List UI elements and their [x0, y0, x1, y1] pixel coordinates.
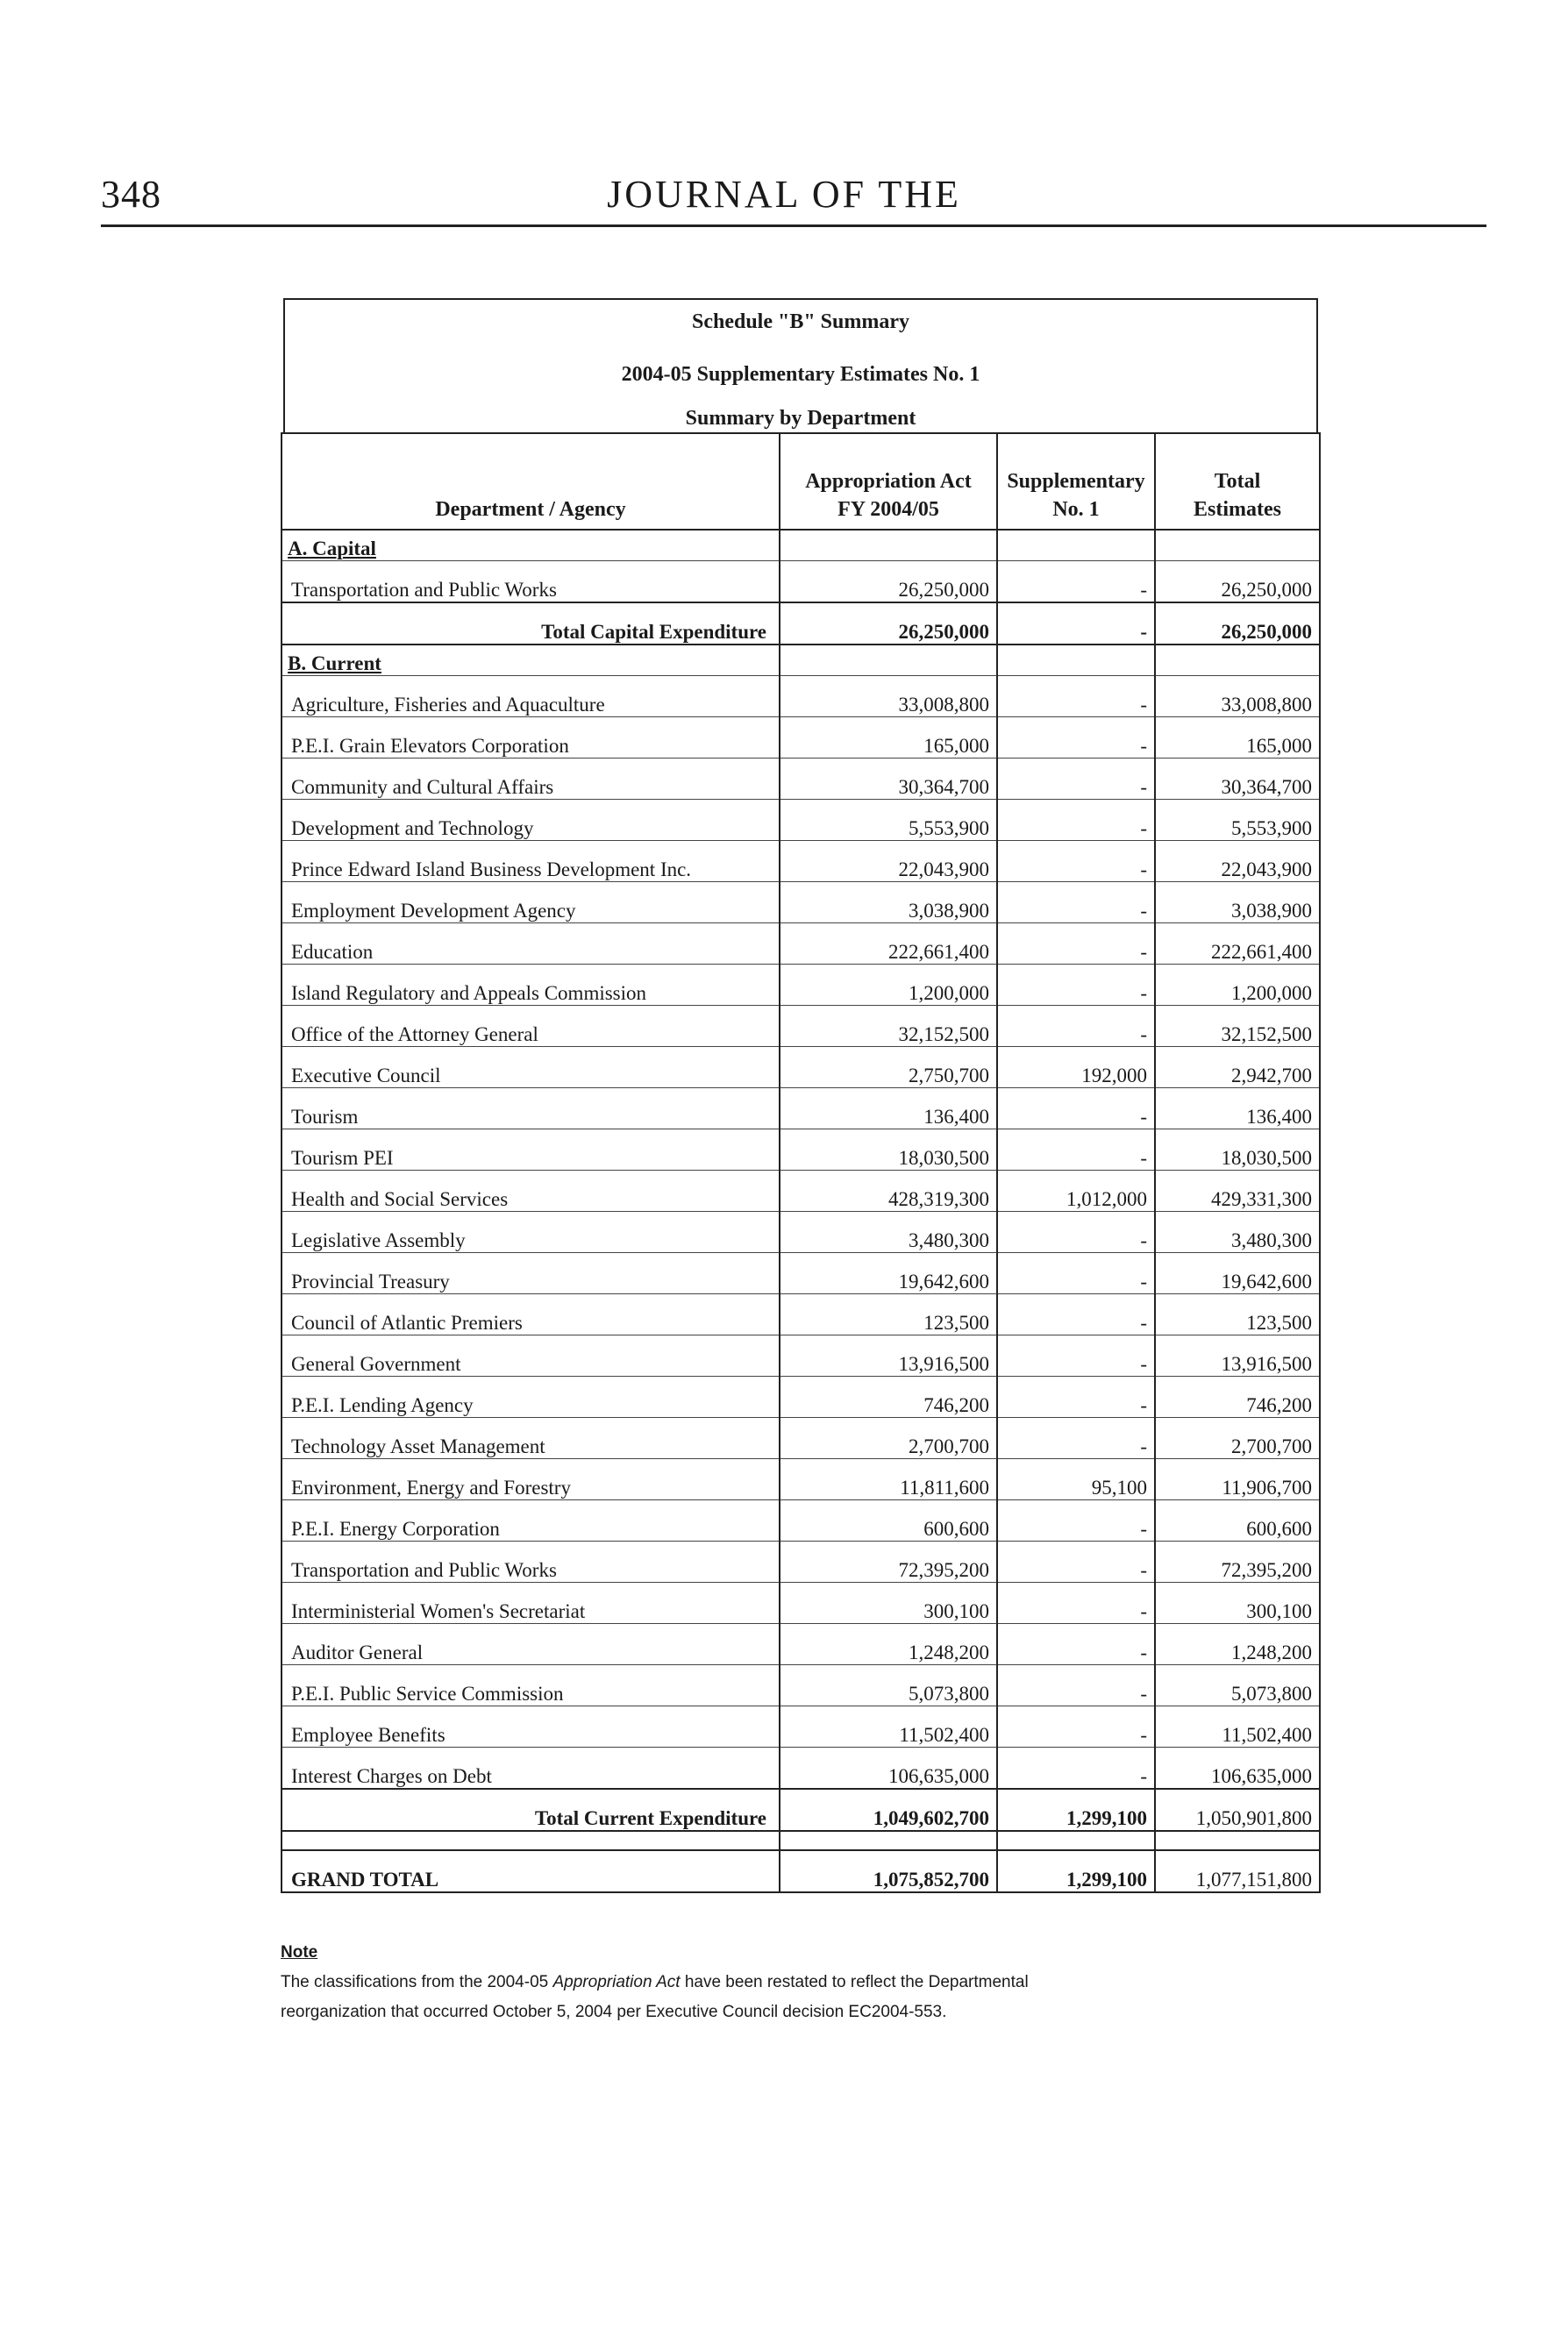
- row-department: Technology Asset Management: [282, 1418, 780, 1459]
- row-total: 11,502,400: [1155, 1706, 1320, 1748]
- row-appropriation: 165,000: [780, 717, 997, 758]
- table-row: [282, 1129, 1320, 1171]
- row-supplementary: -: [997, 1088, 1155, 1129]
- row-total: 123,500: [1155, 1294, 1320, 1335]
- row-department: Transportation and Public Works: [282, 1542, 780, 1583]
- row-supplementary: -: [997, 758, 1155, 800]
- row-department: Tourism PEI: [282, 1129, 780, 1171]
- total-label: Total Current Expenditure: [282, 1789, 780, 1831]
- row-department: Office of the Attorney General: [282, 1006, 780, 1047]
- row-total: 13,916,500: [1155, 1335, 1320, 1377]
- row-appropriation: 11,811,600: [780, 1459, 997, 1500]
- table-row: [282, 717, 1320, 758]
- table-row: [282, 1706, 1320, 1748]
- row-total: 5,553,900: [1155, 800, 1320, 841]
- row-supplementary: -: [997, 717, 1155, 758]
- table-row: [282, 1583, 1320, 1624]
- table-header-row: [282, 433, 1320, 530]
- table-row: [282, 965, 1320, 1006]
- row-appropriation: 222,661,400: [780, 923, 997, 965]
- table-row: [282, 1624, 1320, 1665]
- row-total: 1,200,000: [1155, 965, 1320, 1006]
- table-row: [282, 1748, 1320, 1790]
- note-text-italic: Appropriation Act: [552, 1973, 681, 1991]
- row-appropriation: 106,635,000: [780, 1748, 997, 1790]
- row-department: Executive Council: [282, 1047, 780, 1088]
- table-row: [282, 758, 1320, 800]
- row-supplementary: -: [997, 1253, 1155, 1294]
- table-row: [282, 1665, 1320, 1706]
- schedule-title: Schedule "B" Summary: [691, 310, 909, 333]
- row-supplementary: -: [997, 1583, 1155, 1624]
- header-supplementary: Supplementary No. 1: [997, 433, 1155, 530]
- table-row: [282, 561, 1320, 603]
- row-department: Island Regulatory and Appeals Commission: [282, 965, 780, 1006]
- table-row: [282, 882, 1320, 923]
- row-supplementary: -: [997, 1542, 1155, 1583]
- row-total: 33,008,800: [1155, 676, 1320, 717]
- row-department: Employee Benefits: [282, 1706, 780, 1748]
- row-supplementary: -: [997, 1624, 1155, 1665]
- row-department: Environment, Energy and Forestry: [282, 1459, 780, 1500]
- row-total: 165,000: [1155, 717, 1320, 758]
- row-department: General Government: [282, 1335, 780, 1377]
- schedule-subtitle: 2004-05 Supplementary Estimates No. 1: [621, 363, 980, 386]
- row-department: Interest Charges on Debt: [282, 1748, 780, 1790]
- grand-total-estimates: 1,077,151,800: [1155, 1850, 1320, 1892]
- table-row: [282, 1212, 1320, 1253]
- schedule-header-box: [283, 298, 1318, 432]
- table-row: [282, 1500, 1320, 1542]
- row-total: 222,661,400: [1155, 923, 1320, 965]
- row-appropriation: 2,700,700: [780, 1418, 997, 1459]
- row-total: 2,942,700: [1155, 1047, 1320, 1088]
- row-appropriation: 19,642,600: [780, 1253, 997, 1294]
- header-rule: [101, 224, 1486, 227]
- row-total: 600,600: [1155, 1500, 1320, 1542]
- row-supplementary: -: [997, 1212, 1155, 1253]
- row-total: 3,480,300: [1155, 1212, 1320, 1253]
- row-department: Legislative Assembly: [282, 1212, 780, 1253]
- row-appropriation: 13,916,500: [780, 1335, 997, 1377]
- row-appropriation: 136,400: [780, 1088, 997, 1129]
- header-department: Department / Agency: [282, 433, 780, 530]
- table-row: [282, 923, 1320, 965]
- row-department: Auditor General: [282, 1624, 780, 1665]
- row-appropriation: 428,319,300: [780, 1171, 997, 1212]
- row-appropriation: 30,364,700: [780, 758, 997, 800]
- row-department: Health and Social Services: [282, 1171, 780, 1212]
- total-capital-row: [282, 602, 1320, 645]
- row-supplementary: -: [997, 1377, 1155, 1418]
- row-appropriation: 33,008,800: [780, 676, 997, 717]
- grand-total-appropriation: 1,075,852,700: [780, 1850, 997, 1892]
- table-row: [282, 800, 1320, 841]
- grand-total-supplementary: 1,299,100: [997, 1850, 1155, 1892]
- row-total: 300,100: [1155, 1583, 1320, 1624]
- row-total: 746,200: [1155, 1377, 1320, 1418]
- total-supplementary: 1,299,100: [997, 1789, 1155, 1831]
- table-row: [282, 1171, 1320, 1212]
- row-appropriation: 5,553,900: [780, 800, 997, 841]
- row-appropriation: 2,750,700: [780, 1047, 997, 1088]
- row-total: 5,073,800: [1155, 1665, 1320, 1706]
- row-supplementary: -: [997, 1665, 1155, 1706]
- row-supplementary: -: [997, 882, 1155, 923]
- note-text-after: have been restated to reflect the Departmental: [680, 1973, 1029, 1991]
- spacer-row: [282, 1831, 1320, 1850]
- row-supplementary: -: [997, 923, 1155, 965]
- total-appropriation: 26,250,000: [780, 602, 997, 645]
- row-department: Council of Atlantic Premiers: [282, 1294, 780, 1335]
- row-total: 22,043,900: [1155, 841, 1320, 882]
- row-department: Education: [282, 923, 780, 965]
- row-department: Provincial Treasury: [282, 1253, 780, 1294]
- row-appropriation: 300,100: [780, 1583, 997, 1624]
- table-row: [282, 1253, 1320, 1294]
- total-label: Total Capital Expenditure: [282, 602, 780, 645]
- row-total: 30,364,700: [1155, 758, 1320, 800]
- row-department: Development and Technology: [282, 800, 780, 841]
- table-body: [282, 530, 1320, 1892]
- total-current-row: [282, 1789, 1320, 1831]
- journal-title: JOURNAL OF THE: [607, 173, 961, 216]
- page-header: [0, 0, 1568, 228]
- summary-table: [281, 432, 1321, 1893]
- header-total: Total Estimates: [1155, 433, 1320, 530]
- row-total: 1,248,200: [1155, 1624, 1320, 1665]
- row-department: Transportation and Public Works: [282, 561, 780, 603]
- row-department: P.E.I. Public Service Commission: [282, 1665, 780, 1706]
- table-row: [282, 1294, 1320, 1335]
- row-supplementary: -: [997, 676, 1155, 717]
- row-total: 18,030,500: [1155, 1129, 1320, 1171]
- table-row: [282, 1459, 1320, 1500]
- row-appropriation: 32,152,500: [780, 1006, 997, 1047]
- row-total: 429,331,300: [1155, 1171, 1320, 1212]
- row-appropriation: 1,200,000: [780, 965, 997, 1006]
- row-appropriation: 5,073,800: [780, 1665, 997, 1706]
- section-label: A. Capital: [282, 530, 780, 561]
- section-label: B. Current: [282, 645, 780, 676]
- row-supplementary: -: [997, 1500, 1155, 1542]
- total-estimates: 1,050,901,800: [1155, 1789, 1320, 1831]
- table-row: [282, 1542, 1320, 1583]
- row-department: Interministerial Women's Secretariat: [282, 1583, 780, 1624]
- row-appropriation: 1,248,200: [780, 1624, 997, 1665]
- row-department: Tourism: [282, 1088, 780, 1129]
- note-line-2: reorganization that occurred October 5, 2004 per Executive Council decision EC2004-553.: [281, 2003, 947, 2021]
- row-department: P.E.I. Energy Corporation: [282, 1500, 780, 1542]
- row-total: 72,395,200: [1155, 1542, 1320, 1583]
- row-appropriation: 746,200: [780, 1377, 997, 1418]
- row-total: 3,038,900: [1155, 882, 1320, 923]
- table-row: [282, 676, 1320, 717]
- row-total: 32,152,500: [1155, 1006, 1320, 1047]
- row-supplementary: 95,100: [997, 1459, 1155, 1500]
- row-supplementary: -: [997, 1335, 1155, 1377]
- row-supplementary: -: [997, 1294, 1155, 1335]
- row-appropriation: 600,600: [780, 1500, 997, 1542]
- total-estimates: 26,250,000: [1155, 602, 1320, 645]
- table-row: [282, 1006, 1320, 1047]
- row-supplementary: -: [997, 800, 1155, 841]
- table-row: [282, 841, 1320, 882]
- row-total: 106,635,000: [1155, 1748, 1320, 1790]
- table-row: [282, 1088, 1320, 1129]
- row-appropriation: 3,480,300: [780, 1212, 997, 1253]
- page-number: 348: [101, 173, 161, 216]
- row-supplementary: -: [997, 561, 1155, 603]
- row-department: Employment Development Agency: [282, 882, 780, 923]
- row-department: P.E.I. Lending Agency: [282, 1377, 780, 1418]
- table-row: [282, 1377, 1320, 1418]
- row-supplementary: -: [997, 1006, 1155, 1047]
- table-row: [282, 1418, 1320, 1459]
- row-supplementary: -: [997, 1748, 1155, 1790]
- schedule-summary-by: Summary by Department: [685, 407, 916, 430]
- row-total: 19,642,600: [1155, 1253, 1320, 1294]
- row-supplementary: -: [997, 1418, 1155, 1459]
- total-supplementary: -: [997, 602, 1155, 645]
- row-appropriation: 26,250,000: [780, 561, 997, 603]
- row-supplementary: -: [997, 1706, 1155, 1748]
- row-total: 136,400: [1155, 1088, 1320, 1129]
- row-supplementary: -: [997, 841, 1155, 882]
- table-row: [282, 1335, 1320, 1377]
- table-row: [282, 1047, 1320, 1088]
- row-department: Agriculture, Fisheries and Aquaculture: [282, 676, 780, 717]
- header-appropriation: Appropriation Act FY 2004/05: [780, 433, 997, 530]
- row-department: Prince Edward Island Business Development Inc.: [282, 841, 780, 882]
- row-appropriation: 11,502,400: [780, 1706, 997, 1748]
- row-appropriation: 123,500: [780, 1294, 997, 1335]
- note: [281, 1938, 1333, 2027]
- total-appropriation: 1,049,602,700: [780, 1789, 997, 1831]
- row-total: 11,906,700: [1155, 1459, 1320, 1500]
- row-appropriation: 22,043,900: [780, 841, 997, 882]
- row-appropriation: 3,038,900: [780, 882, 997, 923]
- row-total: 2,700,700: [1155, 1418, 1320, 1459]
- row-supplementary: 1,012,000: [997, 1171, 1155, 1212]
- row-total: 26,250,000: [1155, 561, 1320, 603]
- row-department: P.E.I. Grain Elevators Corporation: [282, 717, 780, 758]
- grand-total-row: [282, 1850, 1320, 1892]
- row-supplementary: -: [997, 1129, 1155, 1171]
- note-body: [281, 1968, 1333, 2027]
- row-appropriation: 72,395,200: [780, 1542, 997, 1583]
- note-heading: Note: [281, 1943, 318, 1962]
- row-supplementary: -: [997, 965, 1155, 1006]
- row-appropriation: 18,030,500: [780, 1129, 997, 1171]
- grand-total-label: GRAND TOTAL: [282, 1850, 780, 1892]
- section-current: [282, 645, 1320, 676]
- row-department: Community and Cultural Affairs: [282, 758, 780, 800]
- section-capital: [282, 530, 1320, 561]
- row-supplementary: 192,000: [997, 1047, 1155, 1088]
- note-text-before: The classifications from the 2004-05: [281, 1973, 553, 1991]
